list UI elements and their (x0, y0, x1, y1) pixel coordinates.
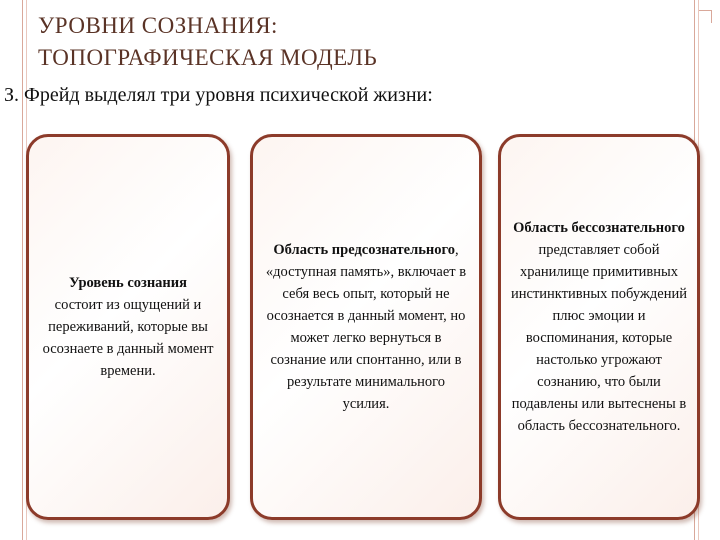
preconscious-box (250, 134, 482, 520)
preconscious-text: «доступная память», включает в себя весь опыт, который не осознается в данный момент, но может легко вернуться в сознание или спонтанно, или в результате минимального усилия. (265, 264, 467, 412)
preconscious-heading-suffix: , (454, 242, 459, 258)
unconscious-box (498, 134, 700, 520)
slide-subtitle: З. Фрейд выделял три уровня психической жизни: (4, 84, 433, 106)
title-line-2: ТОПОГРАФИЧЕСКАЯ МОДЕЛЬ (38, 45, 378, 70)
slide-title (38, 10, 377, 74)
consciousness-box (26, 134, 230, 520)
unconscious-heading: Область бессознательного (513, 220, 685, 236)
corner-decor (699, 10, 712, 23)
unconscious-text: представляет собой хранилище примитивных инстинктивных побуждений плюс эмоции и воспоминания, которые настолько угрожают сознанию, что были подавлены или вытеснены в область бессознательного. (511, 242, 687, 434)
consciousness-heading: Уровень сознания (69, 275, 187, 291)
preconscious-heading: Область предсознательного (273, 242, 455, 258)
consciousness-text: состоит из ощущений и переживаний, которые вы осознаете в данный момент времени. (42, 297, 214, 379)
title-line-1: УРОВНИ СОЗНАНИЯ: (38, 13, 278, 38)
left-decor-line (22, 0, 23, 540)
